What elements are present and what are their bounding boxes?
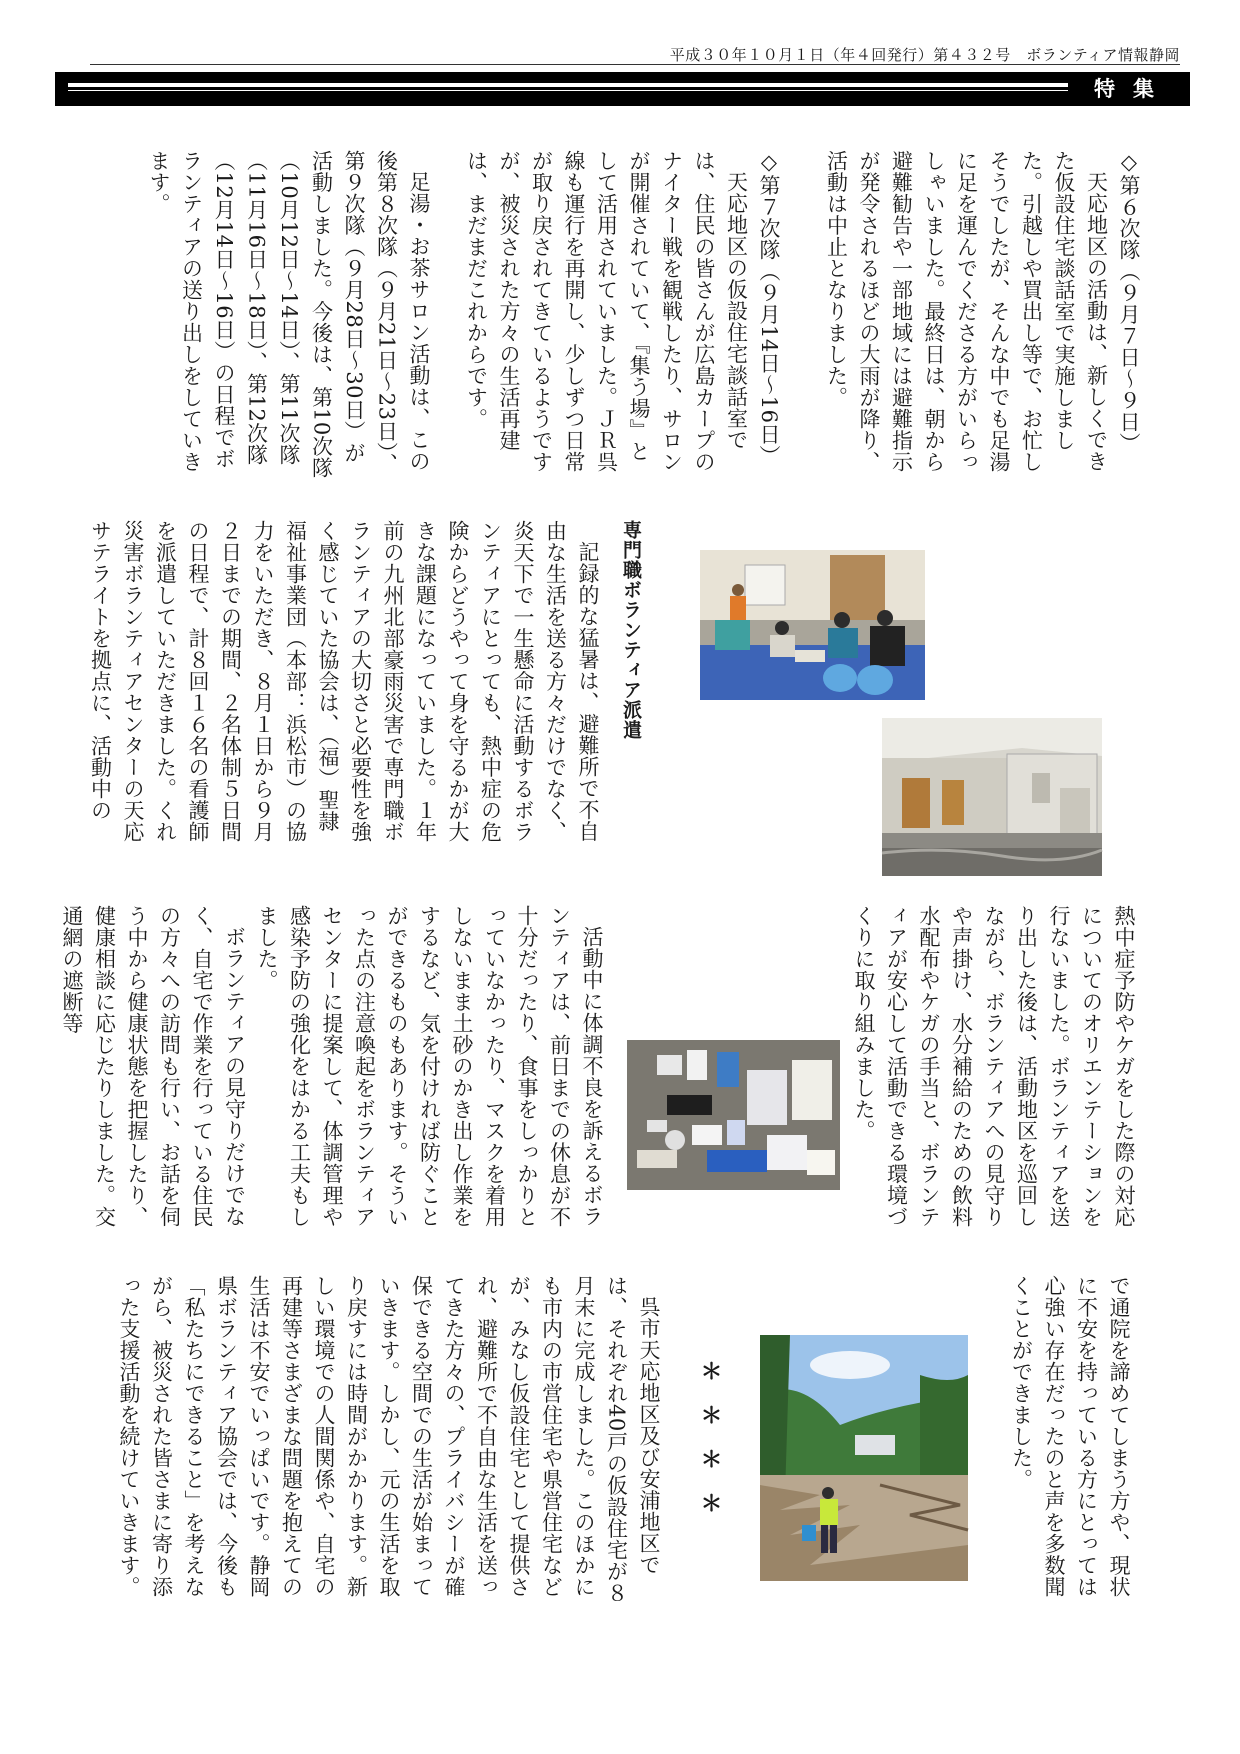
middle-col — [88, 520, 604, 850]
upper-col2 — [455, 150, 785, 480]
bottom-left-body: 呉市天応地区及び安浦地区では、それぞれ40戸の仮設住宅が８月末に完成しました。このほかにも市内の市営住宅や県営住宅などが、みなし仮設住宅として提供され、避難所で不自由な生活を送ってきた方々の、プライバシーが確保できる空間での生活が始まっていきます。しかし、元の生活を取り戻すには時間がかかります。新しい環境での人間関係や、自宅の再建等さまざまな問題を抱えての生活は不安でいっぱいです。静岡県ボランティア協会では、今後も「私たちにできること」を考えながら、被災された皆さまに寄り添った支援活動を続けていきます。 — [117, 1275, 661, 1604]
lower-left-col — [60, 905, 608, 1235]
bottom-left-col — [117, 1275, 665, 1605]
banner-rule — [68, 83, 1068, 87]
lower-left-body-p2: ボランティアの見守りだけでなく、自宅で作業を行っている住民の方々への訪問も行い、お話を伺う中から健康状態を把握したり、健康相談に応じたりしました。交通網の遮断等 — [60, 905, 247, 1228]
volunteer-heading: 専門職ボランティア派遣 — [620, 520, 642, 740]
header-rule — [90, 64, 1180, 65]
middle-body: 記録的な猛暑は、避難所で不自由な生活を送る方々だけでなく、炎天下で一生懸命に活動するボランティアにとっても、熱中症の危険からどうやって身を守るかが大きな課題になっていました。１年前の九州北部豪雨災害で専門職ボランティアの大切さと必要性を強く感じていた協会は、（福）聖隷福祉事業団（本部：浜松市）の協力をいただき、８月１日から９月２日までの期間、２名体制５日間の日程で、計８回１６名の看護師を派遣していただきました。くれ災害ボランティアセンターの天応サテライトを拠点に、活動中の — [88, 520, 600, 843]
lower-right-col — [850, 905, 1140, 1235]
col2-body: 天応地区の仮設住宅談話室では、住民の皆さんが広島カープのナイター戦を観戦したり、サロンが開催されていて、『集う場』として活用されていました。ＪＲ呉線も運行を再開し、少しずつ日常が取り戻されてきているようですが、被災された方々の生活再建は、まだまだこれからです。 — [464, 150, 749, 473]
col1-heading: ◇第６次隊（９月７日〜９日） — [1117, 150, 1141, 454]
col1-body: 天応地区の活動は、新しくできた仮設住宅談話室で実施しました。引越しや買出し等で、お忙しそうでしたが、そんな中でも足湯に足を運んでくださる方がいらっしゃいました。最終日は、朝から避難勧告や一部地域には避難指示が発令されるほどの大雨が降り、活動は中止となりました。 — [824, 150, 1109, 473]
col2-heading: ◇第７次隊（９月14日〜16日） — [757, 150, 781, 467]
lower-right-body: 熱中症予防やケガをした際の対応についてのオリエンテーションを行ないました。ボランティアを送り出した後は、活動地区を巡回しながら、ボランティアへの見守りや声掛け、水分補給のための飲料水配布やケガの手当と、ボランティアが安心して活動できる環境づくりに取り組みました。 — [852, 905, 1136, 1228]
banner-rule-thin — [68, 90, 1068, 91]
photo-indoor-ashiyu — [700, 550, 925, 700]
photo-medical-supplies — [627, 1040, 840, 1190]
upper-col1 — [825, 150, 1145, 480]
bottom-right-col — [1009, 1275, 1135, 1605]
separator-stars: ＊＊＊＊ — [697, 1360, 723, 1536]
photo-disaster-site — [760, 1335, 968, 1581]
upper-col3 — [147, 150, 435, 480]
col3-body: 足湯・お茶サロン活動は、この後第８次隊（９月21日〜23日）、第９次隊（９月28日〜30日）が活動しました。今後は、第10次隊（10月12日〜14日）、第11次隊（11月16日〜18日）、第12次隊（12月14日〜16日）の日程でボランティアの送り出しをしていきます。 — [147, 150, 431, 479]
header-issue-line: 平成３０年１０月１日（年４回発行）第４３２号 ボランティア情報静岡 — [669, 46, 1180, 64]
photo-temporary-housing — [882, 718, 1102, 876]
section-label: 特集 — [1094, 77, 1172, 101]
lower-left-body-p1: 活動中に体調不良を訴えるボランティアは、前日までの休息が不十分だったり、食事をしっかりとっていなかったり、マスクを着用しないまま土砂のかき出し作業をするなど、気を付ければ防ぐことができるものもあります。そういった点の注意喚起をボランティアセンターに提案して、体調管理や感染予防の強化をはかる工夫もしました。 — [255, 905, 604, 1228]
section-banner — [55, 72, 1190, 106]
bottom-right-body: で通院を諦めてしまう方や、現状に不安を持っている方にとっては心強い存在だったのと声を多数聞くことができました。 — [1009, 1275, 1131, 1598]
